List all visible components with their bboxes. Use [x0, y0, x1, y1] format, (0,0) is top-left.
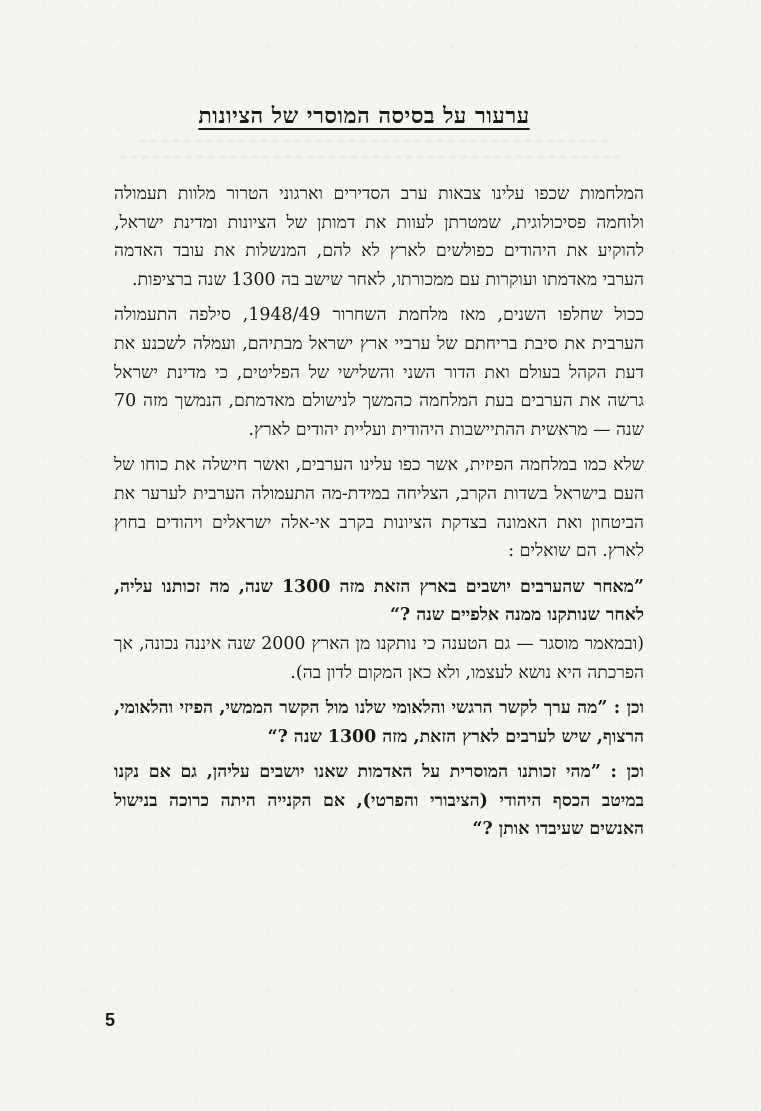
paragraph-1: המלחמות שכפו עלינו צבאות ערב הסדירים וארגוני הטרור מלוות תעמולה ולוחמה פסיכולוגית, שמטרתן לעוות את דמותן של הציונות ומדינת ישראל, להוקיע את היהודים כפולשים לארץ לא להם, המנשלות את עובד האדמה הערבי מאדמתו ועוקרות עם ממכורתו, לאחר שישב בה 1300 שנה ברציפות. [114, 184, 644, 290]
quote-3: וכן : ”מהי זכותנו המוסרית על האדמות שאנו יושבים עליהן, גם אם נקנו במיטב הכסף היהודי (הציבורי והפרטי), אם הקנייה היתה כרוכה בנישול האנשים שעיבדו אותן ?“ [114, 762, 644, 840]
body-text [114, 180, 644, 851]
paragraph-3: שלא כמו במלחמה הפיזית, אשר כפו עלינו הערבים, ואשר חישלה את כוחו של העם בישראל בשדות הקרב, הצליחה במידת-מה התעמולה הערבית לערער את הביטחון ואת האמונה בצדקת הציונות בקרב אי-אלה ישראלים ויהודים בחוץ לארץ. הם שואלים : [114, 455, 644, 562]
quote-1: ”מאחר שהערבים יושבים בארץ הזאת מזה 1300 שנה, מה זכותנו עליה, לאחר שנותקנו ממנה אלפיים שנה ?“ [114, 576, 644, 626]
page-number: 5 [105, 1010, 116, 1030]
paragraph-2: ככול שחלפו השנים, מאז מלחמת השחרור 1948/49, סילפה התעמולה הערבית את סיבת בריחתם של ערביי ארץ ישראל מבתיהם, ועמלה לשכנע את דעת הקהל בעולם ואת הדור השני והשלישי של הפליטים, כי מדינת ישראל גרשה את הערבים בעת המלחמה כהמשך לנישולם מאדמתם, הנמשך מזה 70 שנה — מראשית ההתיישבות היהודית ועליית יהודים לארץ. [114, 305, 644, 440]
paragraph-4: (ובמאמר מוסגר — גם הטענה כי נותקנו מן הארץ 2000 שנה איננה נכונה, אך הפרכתה היא נושא לעצמו, ולא כאן המקום לדון בה). [114, 633, 644, 683]
quote-2: וכן : ”מה ערך לקשר הרגשי והלאומי שלנו מול הקשר הממשי, הפיזי והלאומי, הרצוף, שיש לערבים לארץ הזאת, מזה 1300 שנה ?“ [114, 698, 644, 747]
bleed-through-text [120, 150, 620, 172]
page-title: ערעור על בסיסה המוסרי של הציונות [198, 103, 530, 129]
